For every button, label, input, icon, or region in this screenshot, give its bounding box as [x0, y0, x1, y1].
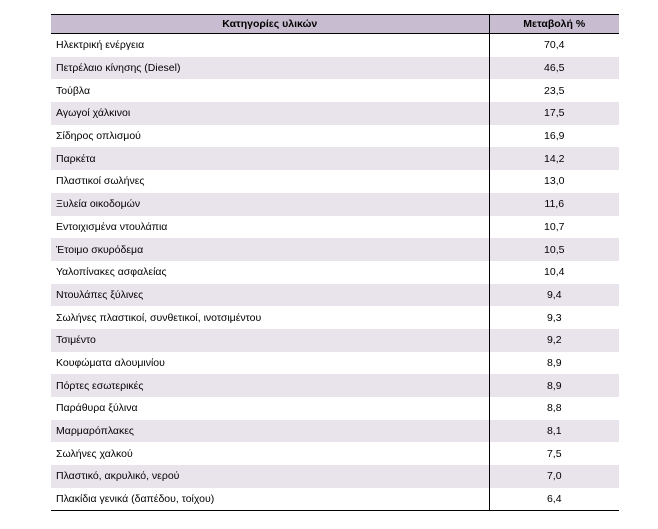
change-percent-cell: 70,4 — [489, 34, 619, 57]
change-percent-cell: 9,4 — [489, 284, 619, 307]
material-category-cell: Παρκέτα — [51, 147, 489, 170]
table-row — [51, 284, 619, 307]
material-category-cell: Τούβλα — [51, 79, 489, 102]
change-percent-cell: 7,5 — [489, 442, 619, 465]
material-category-cell: Υαλοπίνακες ασφαλείας — [51, 261, 489, 284]
materials-price-change-table — [51, 14, 619, 511]
material-category-cell: Σωλήνες πλαστικοί, συνθετικοί, ινοτσιμέντου — [51, 306, 489, 329]
material-category-cell: Αγωγοί χάλκινοι — [51, 102, 489, 125]
table-row — [51, 465, 619, 488]
change-percent-cell: 9,2 — [489, 329, 619, 352]
table-row — [51, 442, 619, 465]
material-category-cell: Ξυλεία οικοδομών — [51, 193, 489, 216]
table-row — [51, 170, 619, 193]
table-row — [51, 79, 619, 102]
change-percent-cell: 23,5 — [489, 79, 619, 102]
change-percent-cell: 9,3 — [489, 306, 619, 329]
change-percent-cell: 46,5 — [489, 57, 619, 80]
table-row — [51, 125, 619, 148]
table-row — [51, 329, 619, 352]
table-row — [51, 34, 619, 57]
table-body — [51, 34, 619, 511]
material-category-cell: Πετρέλαιο κίνησης (Diesel) — [51, 57, 489, 80]
table-row — [51, 420, 619, 443]
material-category-cell: Ηλεκτρική ενέργεια — [51, 34, 489, 57]
material-category-cell: Πλαστικοί σωλήνες — [51, 170, 489, 193]
category-column-header: Κατηγορίες υλικών — [51, 15, 489, 34]
table-row — [51, 261, 619, 284]
change-percent-cell: 6,4 — [489, 488, 619, 511]
change-percent-cell: 16,9 — [489, 125, 619, 148]
change-percent-cell: 10,4 — [489, 261, 619, 284]
table-row — [51, 488, 619, 511]
table-row — [51, 397, 619, 420]
change-percent-cell: 8,8 — [489, 397, 619, 420]
table-row — [51, 102, 619, 125]
table-row — [51, 238, 619, 261]
table-row — [51, 193, 619, 216]
material-category-cell: Ντουλάπες ξύλινες — [51, 284, 489, 307]
change-percent-cell: 14,2 — [489, 147, 619, 170]
table-row — [51, 216, 619, 239]
material-category-cell: Παράθυρα ξύλινα — [51, 397, 489, 420]
change-percent-cell: 13,0 — [489, 170, 619, 193]
material-category-cell: Έτοιμο σκυρόδεμα — [51, 238, 489, 261]
change-percent-cell: 10,7 — [489, 216, 619, 239]
change-percent-cell: 8,1 — [489, 420, 619, 443]
change-percent-cell: 8,9 — [489, 374, 619, 397]
materials-price-change-table-container — [51, 14, 619, 511]
table-row — [51, 374, 619, 397]
table-header — [51, 15, 619, 34]
change-percent-cell: 7,0 — [489, 465, 619, 488]
change-percent-cell: 10,5 — [489, 238, 619, 261]
material-category-cell: Εντοιχισμένα ντουλάπια — [51, 216, 489, 239]
table-row — [51, 57, 619, 80]
material-category-cell: Σίδηρος οπλισμού — [51, 125, 489, 148]
change-percent-cell: 8,9 — [489, 352, 619, 375]
table-row — [51, 147, 619, 170]
change-percent-cell: 17,5 — [489, 102, 619, 125]
material-category-cell: Σωλήνες χαλκού — [51, 442, 489, 465]
change-percent-column-header: Μεταβολή % — [489, 15, 619, 34]
table-row — [51, 352, 619, 375]
material-category-cell: Μαρμαρόπλακες — [51, 420, 489, 443]
material-category-cell: Κουφώματα αλουμινίου — [51, 352, 489, 375]
table-row — [51, 306, 619, 329]
material-category-cell: Τσιμέντο — [51, 329, 489, 352]
material-category-cell: Πόρτες εσωτερικές — [51, 374, 489, 397]
material-category-cell: Πλαστικό, ακρυλικό, νερού — [51, 465, 489, 488]
change-percent-cell: 11,6 — [489, 193, 619, 216]
header-row — [51, 15, 619, 34]
material-category-cell: Πλακίδια γενικά (δαπέδου, τοίχου) — [51, 488, 489, 511]
